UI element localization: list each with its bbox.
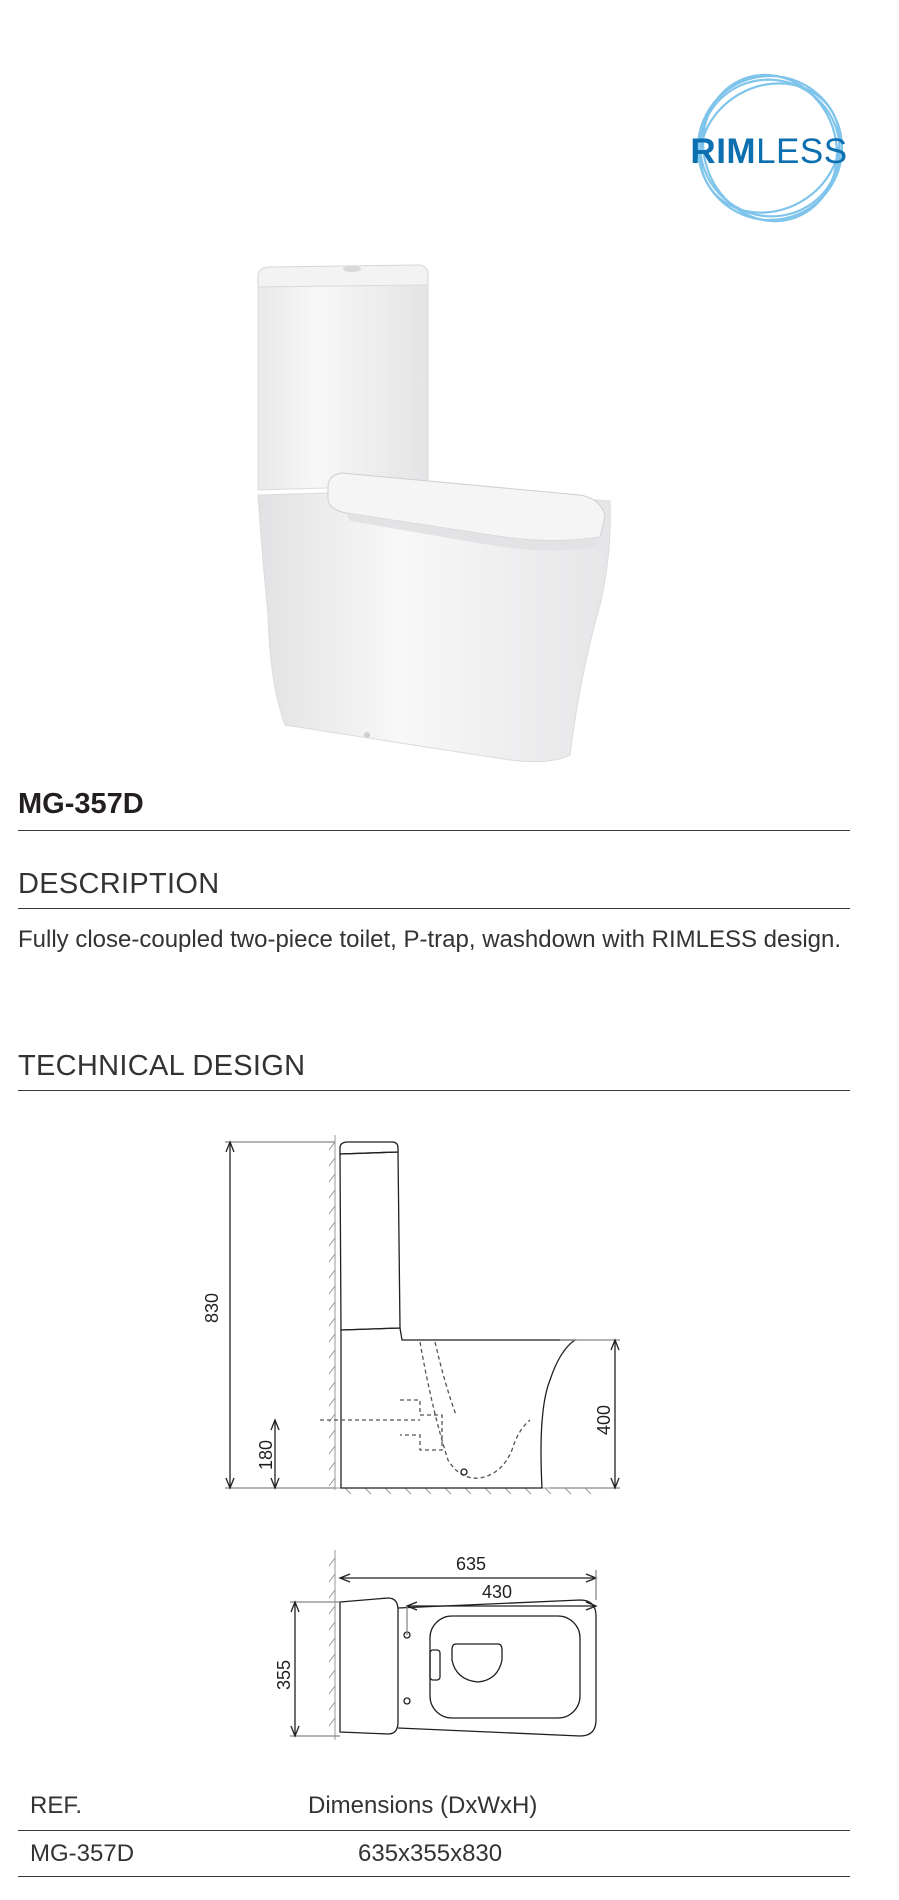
dim-355-label: 355 <box>274 1659 294 1690</box>
technical-drawing <box>202 1130 640 1760</box>
wall-hatch-top <box>329 1550 335 1740</box>
technical-design-heading: TECHNICAL DESIGN <box>18 1050 306 1082</box>
bowl-outline <box>341 1328 575 1488</box>
dimensions-header: Dimensions (DxWxH) <box>308 1792 538 1819</box>
top-cistern-outline <box>340 1598 398 1734</box>
top-seat-outline <box>430 1616 580 1718</box>
description-text: Fully close-coupled two-piece toilet, P-trap, washdown with RIMLESS design. <box>18 926 842 953</box>
divider <box>18 1090 850 1091</box>
description-heading: DESCRIPTION <box>18 868 220 900</box>
dim-430-label: 430 <box>482 1582 513 1602</box>
less-label: LESS <box>756 132 848 171</box>
ref-header: REF. <box>30 1792 83 1819</box>
cistern-outline <box>340 1152 400 1330</box>
divider <box>18 908 850 909</box>
dimension-355 <box>290 1602 340 1736</box>
row-ref: MG-357D <box>30 1840 135 1867</box>
top-bowl-outline <box>398 1600 596 1736</box>
product-photo <box>250 255 630 765</box>
divider <box>18 830 850 831</box>
row-dimensions: 635x355x830 <box>358 1840 503 1867</box>
dim-830-label: 830 <box>202 1292 222 1323</box>
trap-dashed-outline <box>320 1342 530 1478</box>
rimless-badge <box>690 70 848 228</box>
product-model-title: MG-357D <box>18 788 144 820</box>
divider <box>18 1876 850 1877</box>
wall-hatch <box>329 1135 605 1494</box>
dim-180-label: 180 <box>256 1439 276 1470</box>
dimension-635 <box>340 1570 596 1600</box>
top-bowl-opening <box>452 1644 502 1682</box>
dimension-830 <box>225 1142 335 1488</box>
divider <box>18 1830 850 1831</box>
rimless-logo-text <box>690 132 848 172</box>
dim-400-label: 400 <box>594 1404 614 1435</box>
rim-label: RIM <box>690 132 757 171</box>
dim-635-label: 635 <box>456 1554 487 1574</box>
